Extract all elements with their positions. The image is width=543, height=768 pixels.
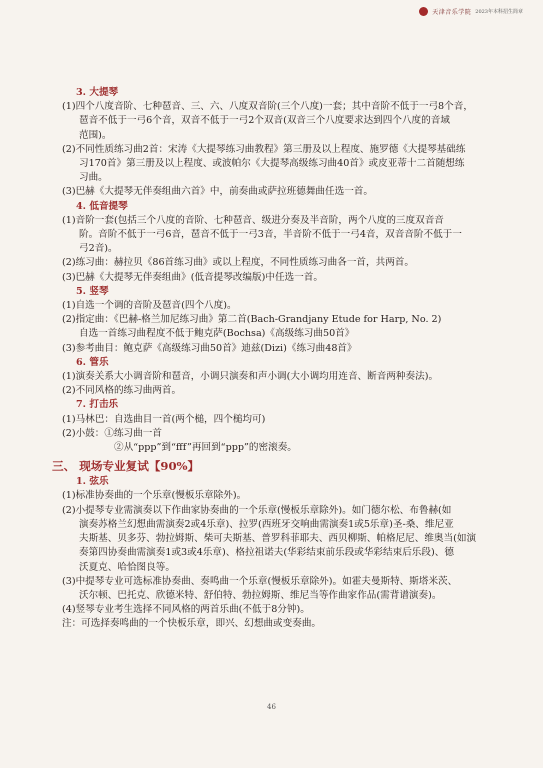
paragraph: (4)竖琴专业考生选择不同风格的两首乐曲(不低于8分钟)。 (62, 604, 310, 616)
paragraph: 习曲。 (79, 172, 108, 184)
paragraph: (3)参考曲目：鲍克萨《高级练习曲50首》迪兹(Dizi)《练习曲48首》 (62, 342, 357, 354)
paragraph: (2)练习曲：赫拉贝《86首练习曲》或以上程度，不同性质练习曲各一首，共两首。 (62, 257, 414, 269)
paragraph: (1)四个八度音阶、七种琶音、三、六、八度双音阶(三个八度)一套；其中音阶不低于一弓8个音， (62, 101, 473, 113)
paragraph: (1)演奏关系大小调音阶和琶音，小调只演奏和声小调(大小调均用连音、断音两种奏法)。 (62, 371, 439, 383)
section-heading-double-bass: 4. 低音提琴 (76, 200, 128, 212)
paragraph: (1)马林巴：自选曲目一首(两个槌，四个槌均可) (62, 413, 266, 425)
paragraph: 沃夏克、哈恰图良等。 (79, 561, 175, 573)
paragraph: (3)中提琴专业可选标准协奏曲、奏鸣曲一个乐章(慢板乐章除外)。如霍夫曼斯特、斯塔米茨、 (62, 575, 458, 587)
school-logo-icon (419, 7, 428, 16)
paragraph: (1)标准协奏曲的一个乐章(慢板乐章除外)。 (62, 490, 247, 502)
paragraph: (2)不同风格的练习曲两首。 (62, 385, 182, 397)
main-content (52, 86, 502, 632)
paragraph: (2)指定曲：《巴赫-格兰加尼练习曲》第二首(Bach-Grandjany Etude for Harp, No. 2) (62, 314, 442, 326)
paragraph: 夫斯基、贝多芬、勃拉姆斯、柴可夫斯基、普罗科菲耶夫、西贝柳斯、帕格尼尼、维奥当(如演 (79, 533, 477, 545)
paragraph: 沃尔顿、巴托克、欣德米特、舒伯特、勃拉姆斯、维尼当等作曲家作品(需背谱演奏)。 (79, 589, 442, 601)
paragraph: (3)巴赫《大提琴无伴奏组曲》(低音提琴改编版)中任选一首。 (62, 271, 323, 283)
school-name: 天津音乐学院 (432, 9, 472, 16)
paragraph: 演奏苏格兰幻想曲需演奏2或4乐章)、拉罗(西班牙交响曲需演奏1或5乐章)圣-桑、维尼亚 (79, 518, 454, 530)
paragraph: ②从“ppp”到“fff”再回到“ppp”的密滚奏。 (114, 442, 297, 454)
section-heading-cello: 3. 大提琴 (76, 87, 119, 98)
paragraph: (2)小鼓：①练习曲一首 (62, 427, 162, 439)
paragraph: 弓2音)。 (79, 243, 118, 255)
page-number: 46 (267, 703, 276, 711)
paragraph: (1)自选一个调的音阶及琶音(四个八度)。 (62, 300, 237, 312)
note: 注：可选择奏鸣曲的一个快板乐章，即兴、幻想曲或变奏曲。 (62, 618, 322, 630)
section-heading-strings: 1. 弦乐 (76, 476, 109, 488)
document-title: 2023年本科招生简章 (475, 9, 523, 15)
paragraph: 范围)。 (79, 129, 112, 141)
page-header (419, 7, 523, 16)
paragraph: (1)音阶一套(包括三个八度的音阶、七种琶音、级进分奏及半音阶，两个八度的三度双音音 (62, 214, 444, 226)
section-heading-percussion: 7. 打击乐 (76, 399, 119, 411)
section-heading-harp: 5. 竖琴 (76, 285, 109, 297)
paragraph: 习170首》第三册及以上程度、或波帕尔《大提琴高级练习曲40首》或皮亚蒂十二首随想练 (79, 158, 465, 170)
paragraph: 阶。音阶不低于一弓6音，琶音不低于一弓3音，半音阶不低于一弓4音，双音音阶不低于一 (79, 229, 462, 241)
paragraph: 自选一首练习曲程度不低于鲍克萨(Bochsa)《高级练习曲50首》 (79, 328, 355, 340)
section-heading-winds: 6. 管乐 (76, 356, 109, 368)
paragraph: (2)不同性质练习曲2首：宋涛《大提琴练习曲教程》第三册及以上程度、施罗德《大提琴基础练 (62, 143, 466, 155)
paragraph: (3)巴赫《大提琴无伴奏组曲六首》中，前奏曲或萨拉班德舞曲任选一首。 (62, 186, 373, 198)
paragraph: 奏第四协奏曲需演奏1或3或4乐章)、格拉祖诺夫(华彩结束前乐段或华彩结束后乐段)、德 (79, 547, 454, 559)
paragraph: 琶音不低于一弓6个音，双音不低于一弓2个双音(双音三个八度要求达到四个八度的音域 (79, 115, 450, 127)
section-heading-onsite-retest: 三、 现场专业复试【90%】 (52, 459, 200, 474)
paragraph: (2)小提琴专业需演奏以下作曲家协奏曲的一个乐章(慢板乐章除外)。如门德尔松、布鲁赫(如 (62, 504, 452, 516)
